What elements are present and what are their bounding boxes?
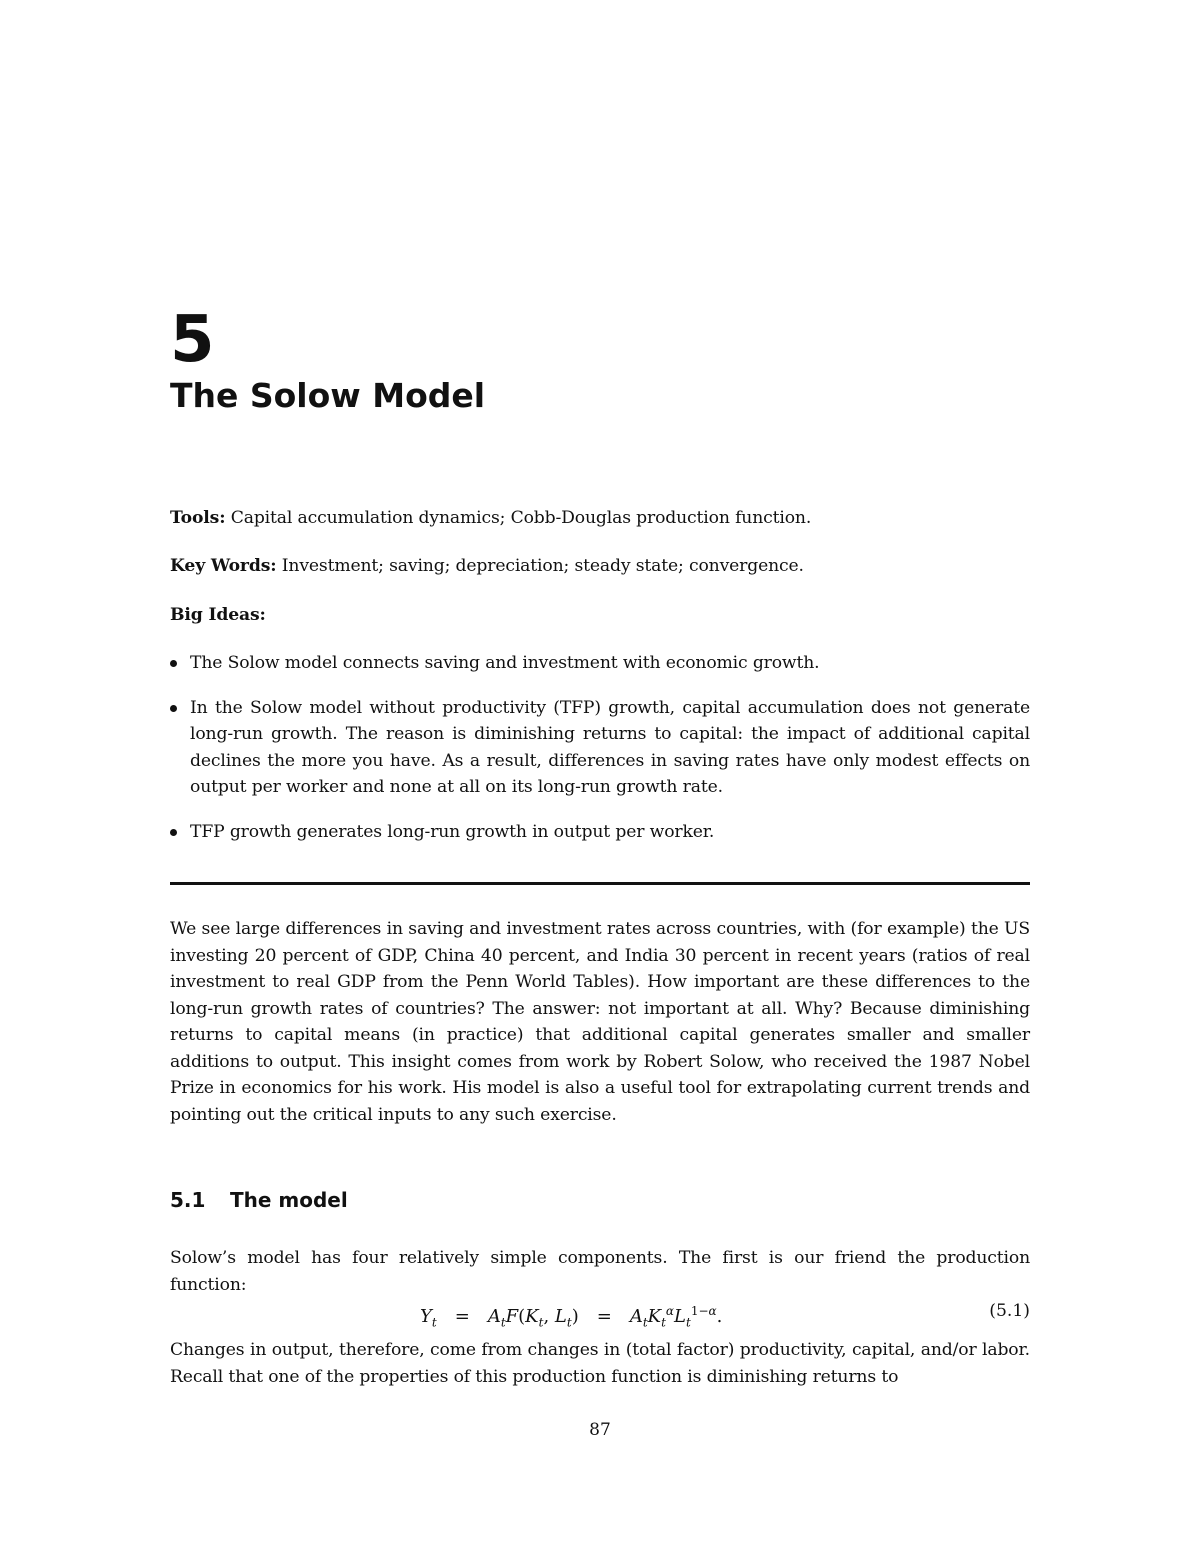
section-heading bbox=[170, 1186, 348, 1214]
big-idea-item bbox=[170, 819, 1030, 846]
bullet-icon bbox=[170, 705, 177, 712]
big-idea-text: In the Solow model without productivity (TFP) growth, capital accumulation does not generate long-run growth. The reason is diminishing returns to capital: the impact of additional capital declines the more you have. As a result, differences in saving rates have only modest effects on output per worker and none at all on its long-run growth rate. bbox=[190, 697, 1030, 797]
key-words-label: Key Words: bbox=[170, 556, 277, 576]
big-ideas-label: Big Ideas: bbox=[170, 605, 266, 625]
tools-text: Capital accumulation dynamics; Cobb-Douglas production function. bbox=[230, 508, 812, 528]
tools-label: Tools: bbox=[170, 508, 226, 528]
key-words-text: Investment; saving; depreciation; steady state; convergence. bbox=[281, 556, 804, 576]
intro-paragraph: We see large differences in saving and investment rates across countries, with (for example) the US investing 20 percent of GDP, China 40 percent, and India 30 percent in recent years (ratios of real investment to real GDP from the Penn World Tables). How important are these differences to the long-run growth rates of countries? The answer: not important at all. Why? Because diminishing returns to capital means (in practice) that additional capital generates smaller and smaller additions to output. This insight comes from work by Robert Solow, who received the 1987 Nobel Prize in economics for his work. His model is also a useful tool for extrapolating current trends and pointing out the critical inputs to any such exercise. bbox=[170, 919, 1030, 1125]
section-divider bbox=[170, 882, 1030, 885]
chapter-title: The Solow Model bbox=[170, 376, 486, 415]
big-idea-item bbox=[170, 650, 1030, 677]
bullet-icon bbox=[170, 829, 177, 836]
closing-paragraph: Changes in output, therefore, come from changes in (total factor) productivity, capital, and/or labor. Recall that one of the properties of this production function is diminishing returns to bbox=[170, 1340, 1030, 1387]
equation-number: (5.1) bbox=[989, 1301, 1030, 1321]
bullet-icon bbox=[170, 660, 177, 667]
book-page bbox=[170, 0, 1030, 1553]
big-idea-text: The Solow model connects saving and investment with economic growth. bbox=[190, 653, 820, 673]
big-idea-text: TFP growth generates long-run growth in output per worker. bbox=[190, 821, 715, 842]
production-function-equation: $Y_t = A_tF(K_t$, $L_t) = A_tK_t^\alpha L_t^{1-\alpha}$. bbox=[420, 1304, 723, 1330]
equation bbox=[170, 1296, 1030, 1330]
big-idea-item bbox=[170, 695, 1030, 801]
big-ideas-heading bbox=[170, 602, 1030, 629]
key-words-line bbox=[170, 553, 1030, 580]
tools-line bbox=[170, 505, 1030, 532]
page-number: 87 bbox=[589, 1420, 611, 1440]
section-number: 5.1 bbox=[170, 1188, 206, 1212]
section-title: The model bbox=[230, 1188, 348, 1212]
chapter-number: 5 bbox=[170, 303, 215, 377]
section-paragraph: Solow’s model has four relatively simple components. The first is our friend the production function: bbox=[170, 1248, 1030, 1295]
big-ideas-list bbox=[170, 650, 1030, 863]
